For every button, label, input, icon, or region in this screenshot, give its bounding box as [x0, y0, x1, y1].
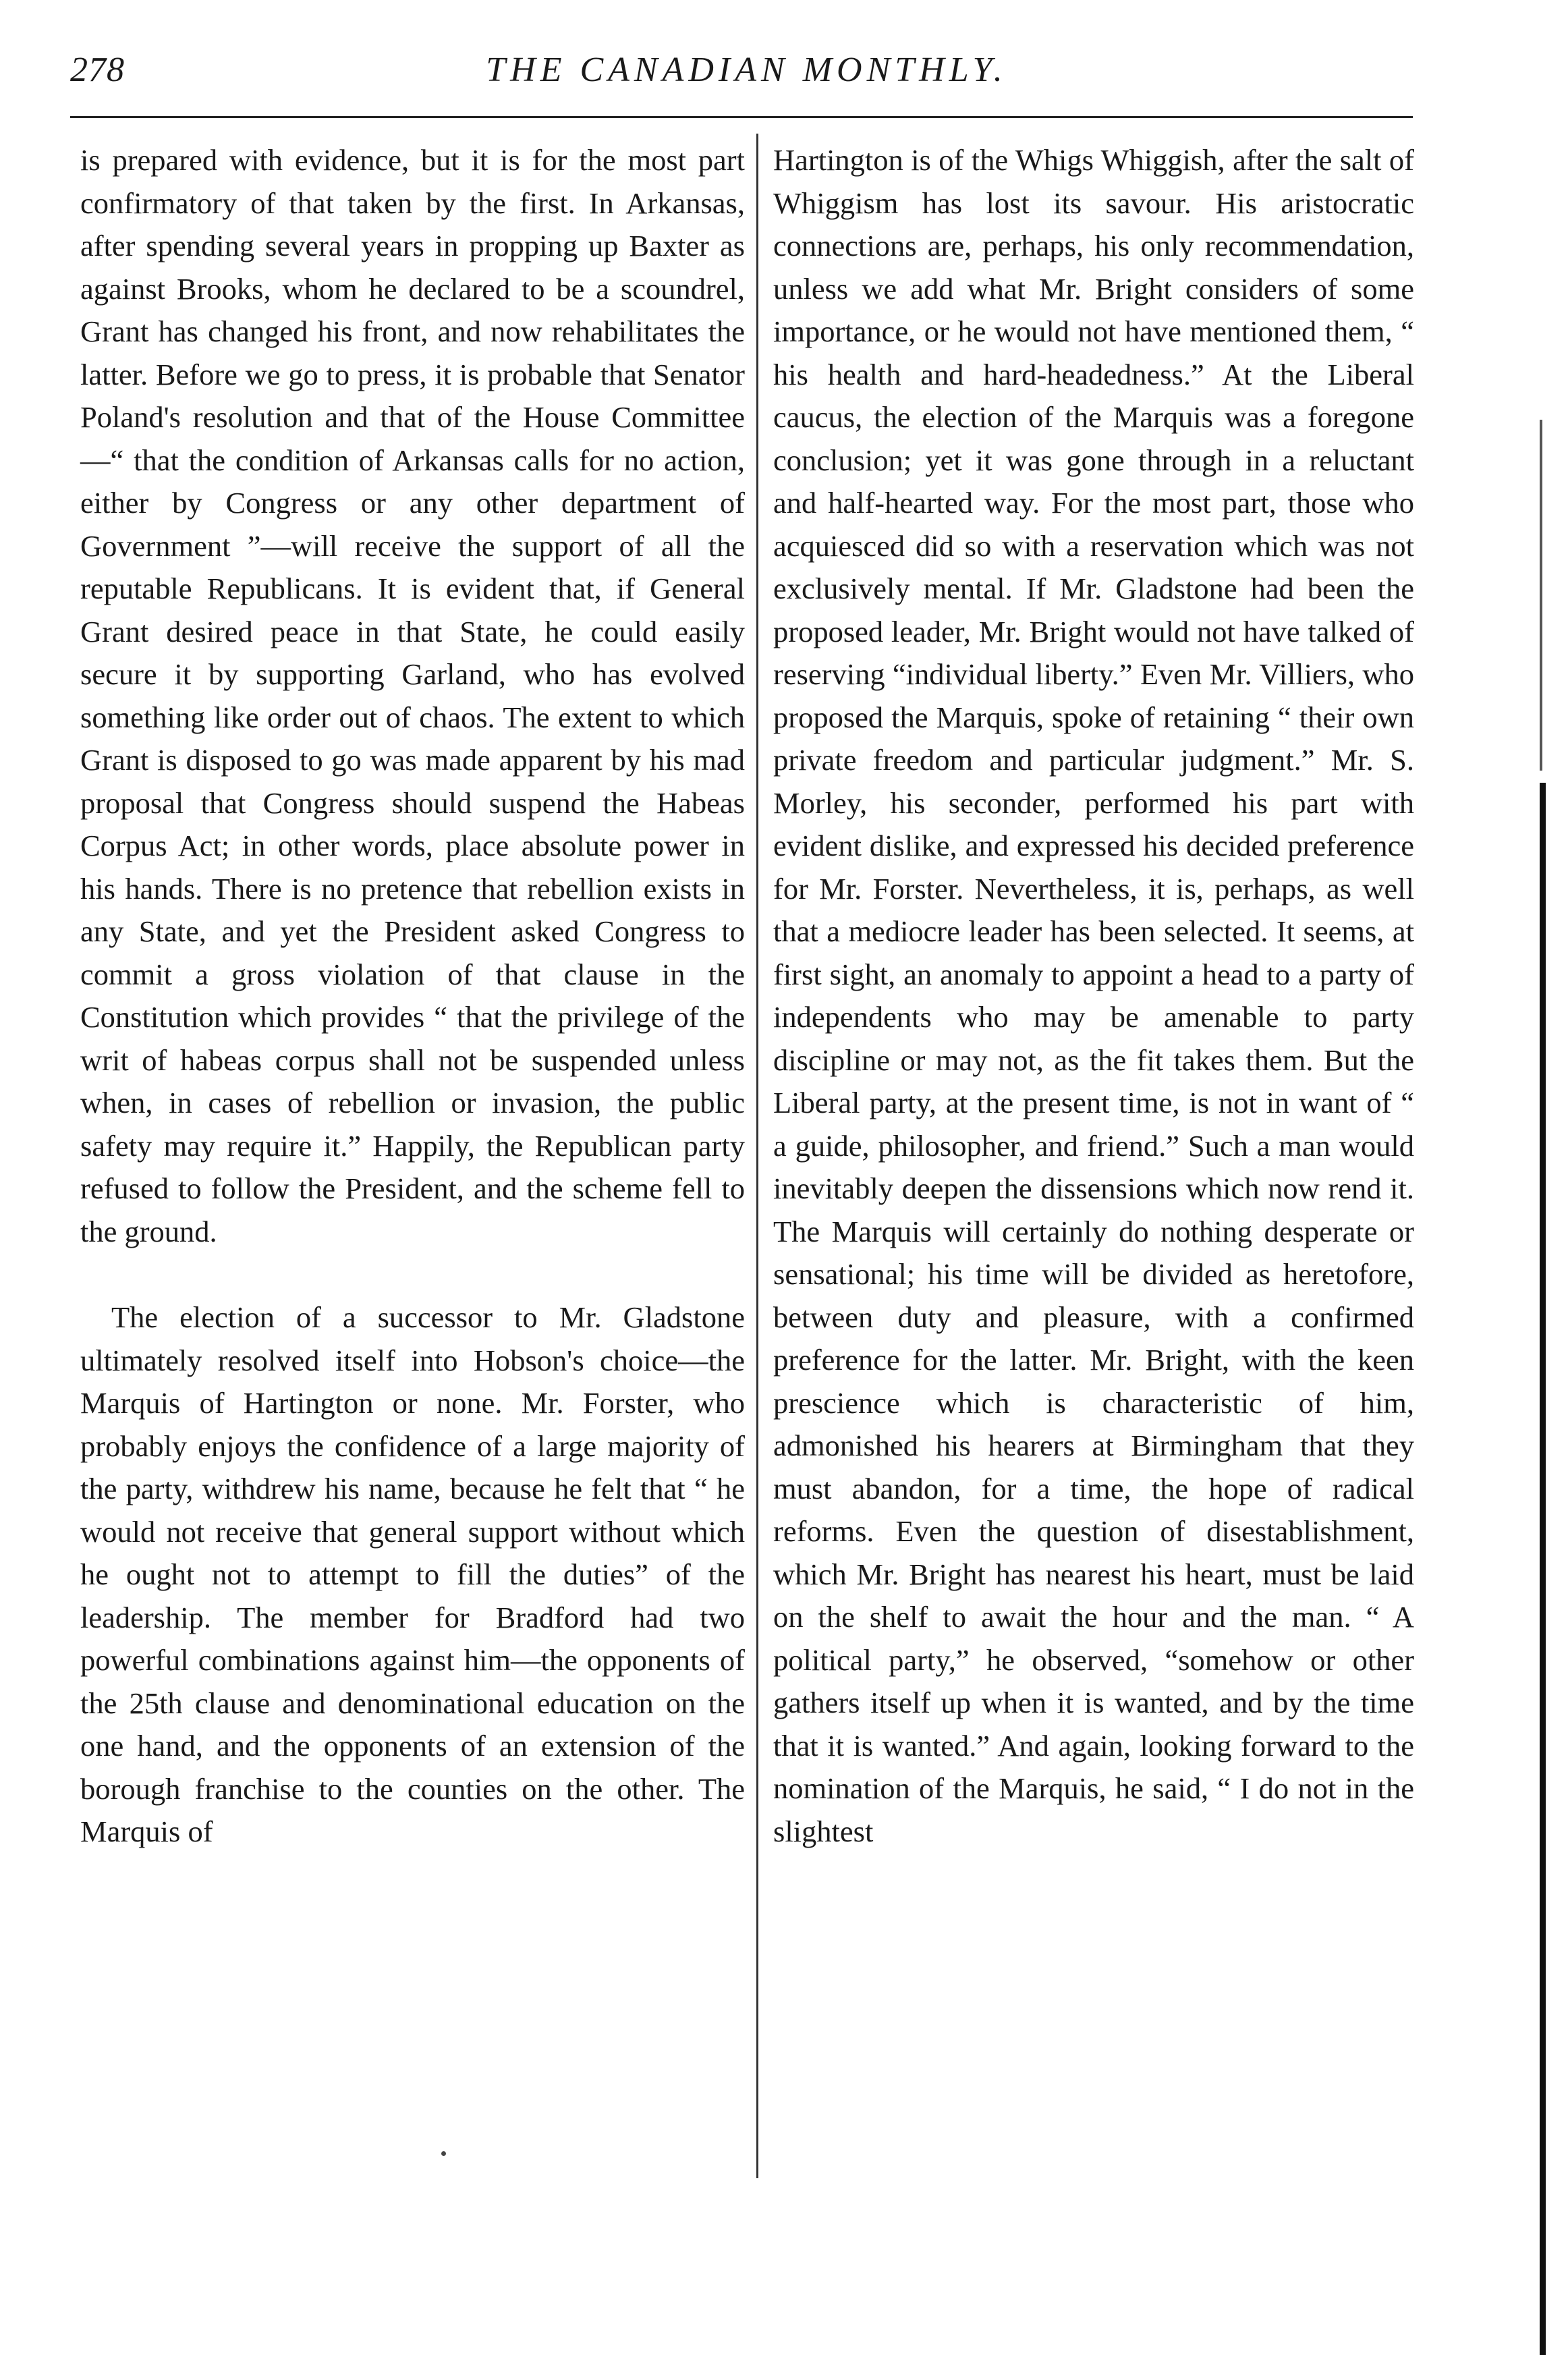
- left-paragraph-election: The election of a successor to Mr. Gladstone ultimately resolved itself into Hobson's choice—the Marquis of Hartington or none. Mr. Forster, who probably enjoys the confidence of a large majority of the party, withdrew his name, because he felt that “ he would not receive that general support without which he ought not to attempt to fill the duties” of the leadership. The member for Bradford had two powerful combinations against him—the opponents of the 25th clause and denominational education on the one hand, and the opponents of an extension of the borough franchise to the counties on the other. The Marquis of: [80, 1300, 745, 1848]
- paragraph-gap: [80, 1253, 745, 1296]
- right-paragraph-continued: Hartington is of the Whigs Whiggish, after the salt of Whiggism has lost its savour. His aristocratic connections are, perhaps, his only recommendation, unless we add what Mr. Bright considers of some importance, or he would not have mentioned them, “ his health and hard-headedness.” At the Liberal caucus, the election of the Marquis was a foregone conclusion; yet it was gone through in a reluctant and half-hearted way. For the most part, those who acquiesced did so with a reservation which was not exclusively mental. If Mr. Gladstone had been the proposed leader, Mr. Bright would not have talked of reserving “individual liberty.” Even Mr. Villiers, who proposed the Marquis, spoke of retaining “ their own private freedom and particular judgment.” Mr. S. Morley, his seconder, performed his part with evident dislike, and expressed his decided preference for Mr. Forster. Nevertheless, it is, perhaps, as well that a mediocre leader has been selected. It seems, at first sight, an anomaly to appoint a head to a party of independents who may be amenable to party discipline or may not, as the fit takes them. But the Liberal party, at the present time, is not in want of “ a guide, philosopher, and friend.” Such a man would inevitably deepen the dissensions which now rend it. The Marquis will certainly do nothing desperate or sensational; his time will be divided as heretofore, between duty and pleasure, with a confirmed preference for the latter. Mr. Bright, with the keen prescience which is characteristic of him, admonished his hearers at Birmingham that they must abandon, for a time, the hope of radical reforms. Even the question of disestablishment, which Mr. Bright has nearest his heart, must be laid on the shelf to await the hour and the man. “ A political party,” he observed, “somehow or other gathers itself up when it is wanted, and by the time that it is wanted.” And again, looking forward to the nomination of the Marquis, he said, “ I do not in the slightest: [773, 143, 1414, 1848]
- page-header: [70, 45, 1423, 105]
- header-rule: [70, 116, 1413, 118]
- margin-scan-mark: [1540, 420, 1542, 771]
- margin-scan-bar: [1540, 783, 1546, 2355]
- column-divider: [756, 134, 758, 2178]
- page-number: 278: [70, 51, 125, 89]
- running-title: THE CANADIAN MONTHLY.: [486, 51, 1007, 89]
- left-paragraph-continued: is prepared with evidence, but it is for the most part confirmatory of that taken by the first. In Arkansas, after spending several years in propping up Baxter as against Brooks, whom he declared to be a scoundrel, Grant has changed his front, and now rehabilitates the latter. Before we go to press, it is probable that Senator Poland's resolution and that of the House Committee—“ that the condition of Arkansas calls for no action, either by Congress or any other department of Government ”—will receive the support of all the reputable Republicans. It is evident that, if General Grant desired peace in that State, he could easily secure it by supporting Garland, who has evolved something like order out of chaos. The extent to which Grant is disposed to go was made apparent by his mad proposal that Congress should suspend the Habeas Corpus Act; in other words, place absolute power in his hands. There is no pretence that rebellion exists in any State, and yet the President asked Congress to commit a gross violation of that clause in the Constitution which provides “ that the privilege of the writ of habeas corpus shall not be suspended unless when, in cases of rebellion or invasion, the public safety may require it.” Happily, the Republican party refused to follow the President, and the scheme fell to the ground.: [80, 143, 745, 1248]
- left-column: [80, 139, 745, 1854]
- stray-ink-dot: [441, 2151, 446, 2156]
- right-column: [773, 139, 1414, 1853]
